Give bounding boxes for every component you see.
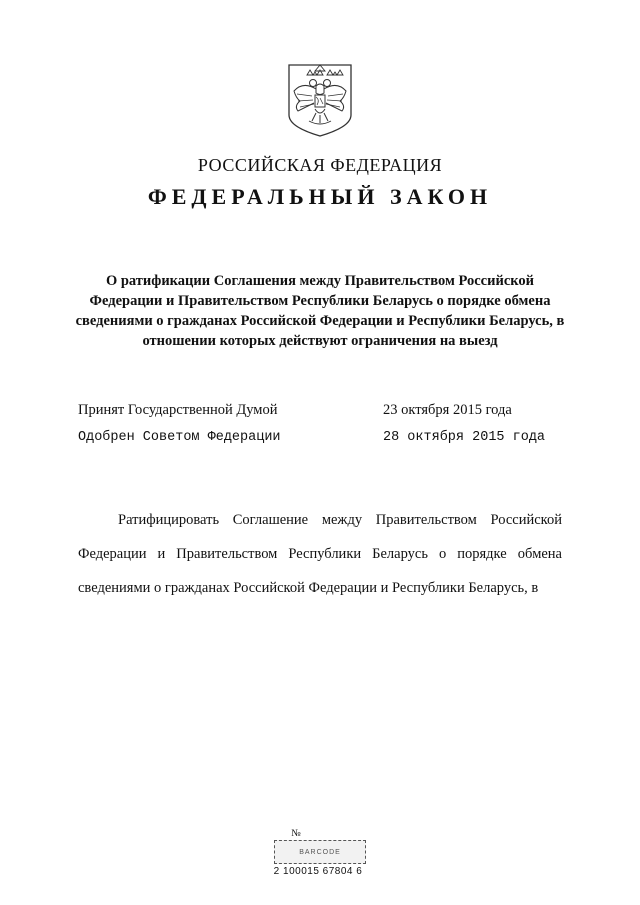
adoption-label: Одобрен Советом Федерации bbox=[78, 430, 281, 445]
adoption-date: 23 октября 2015 года bbox=[383, 402, 512, 418]
adoption-date: 28 октября 2015 года bbox=[383, 430, 546, 445]
country-heading: РОССИЙСКАЯ ФЕДЕРАЦИЯ bbox=[197, 155, 443, 175]
adoption-label: Принят Государственной Думой bbox=[78, 402, 278, 418]
document-type-heading: ФЕДЕРАЛЬНЫЙ ЗАКОН bbox=[147, 184, 493, 209]
barcode-number: 2 100015 67804 6 bbox=[273, 866, 363, 877]
law-title: О ратификации Соглашения между Правительством Российской Федерации и Правительством Республики Беларусь о порядке обмена сведениями о гражданах Российской Федерации и Республики Беларусь, в отношении которых действуют ограничения на выезд bbox=[75, 273, 565, 349]
barcode-mark: № bbox=[291, 828, 301, 839]
barcode-icon: BARCODE bbox=[274, 840, 366, 864]
barcode-block bbox=[268, 828, 368, 877]
body-paragraph: Ратифицировать Соглашение между Правительством Российской Федерации и Правительством Республики Беларусь о порядке обмена сведениями о гражданах Российской Федерации и Республики Беларусь, в bbox=[78, 512, 562, 596]
coat-of-arms-icon bbox=[287, 63, 353, 138]
